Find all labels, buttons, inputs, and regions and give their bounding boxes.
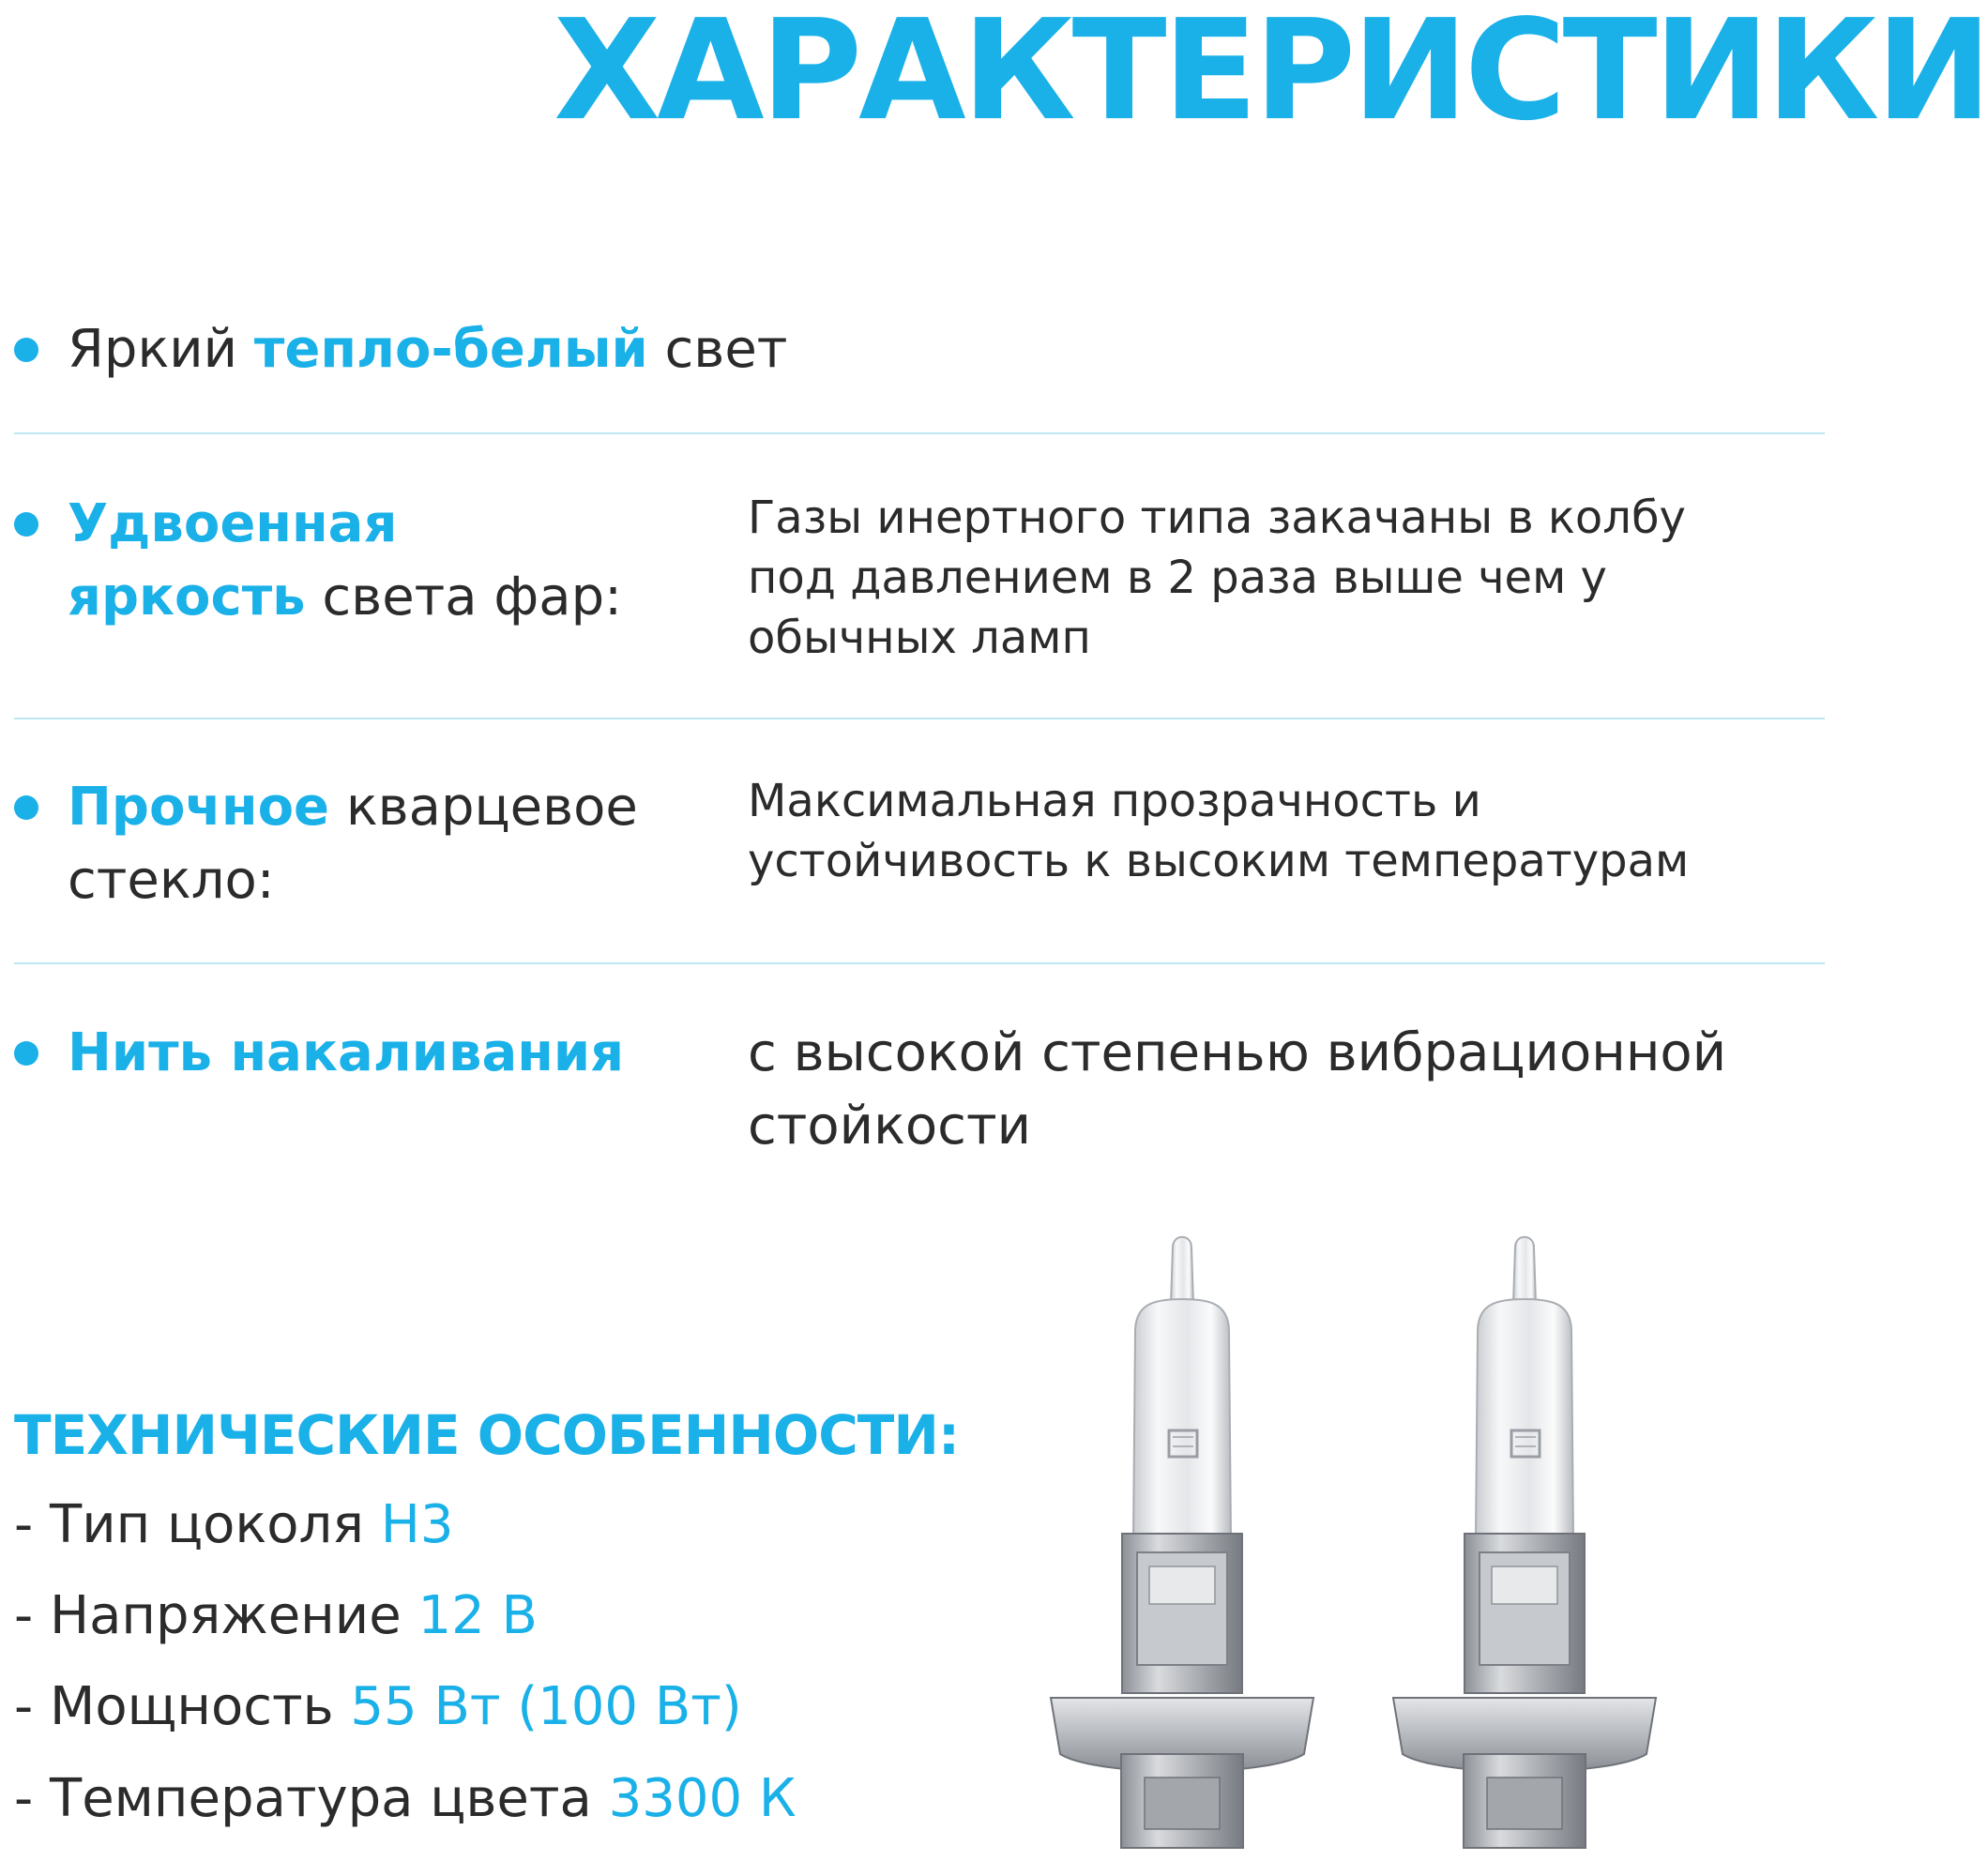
page-title: ХАРАКТЕРИСТИКИ: [554, 0, 1988, 151]
feature-text: света фар:: [305, 567, 622, 628]
feature-highlight: Удвоенная яркость: [68, 493, 398, 628]
spec-value: 3300 К: [608, 1768, 797, 1829]
feature-double-brightness: [68, 488, 649, 634]
bullet-icon: [14, 512, 38, 537]
spec-color-temp: [14, 1762, 797, 1837]
feature-description: с высокой степенью вибрационной стойкости: [748, 1022, 1727, 1157]
bulbs-image: [1032, 1229, 1773, 1867]
feature-text: кварцевое стекло:: [68, 777, 638, 911]
spec-label: - Температура цвета: [14, 1768, 609, 1829]
spec-voltage: [14, 1579, 538, 1654]
spec-power: [14, 1670, 742, 1745]
feature-description: Максимальная прозрачность и устойчивость к высоким температурам: [748, 775, 1690, 887]
feature-text: свет: [647, 319, 788, 380]
feature-filament: [68, 1017, 724, 1090]
bullet-icon: [14, 1041, 38, 1066]
bullet-icon: [14, 795, 38, 820]
bullet-icon: [14, 338, 38, 362]
divider: [14, 718, 1825, 719]
feature-quartz-glass: [68, 771, 668, 917]
spec-value: H3: [380, 1494, 454, 1555]
spec-label: - Мощность: [14, 1676, 351, 1737]
divider: [14, 962, 1825, 964]
divider: [14, 432, 1825, 434]
spec-value: 55 Вт (100 Вт): [350, 1676, 742, 1737]
feature-highlight: Нить накаливания: [68, 1022, 625, 1083]
feature-highlight: Прочное: [68, 777, 330, 838]
feature-description: Газы инертного типа закачаны в колбу под давлением в 2 раза выше чем у обычных ламп: [748, 492, 1686, 664]
spec-socket: [14, 1488, 454, 1563]
feature-text: Яркий: [68, 319, 254, 380]
feature-highlight: тепло-белый: [253, 319, 648, 380]
feature-warm-white: [68, 313, 912, 386]
tech-heading: ТЕХНИЧЕСКИЕ ОСОБЕННОСТИ:: [14, 1403, 960, 1467]
spec-label: - Тип цоколя: [14, 1494, 381, 1555]
spec-value: 12 В: [417, 1585, 538, 1646]
spec-label: - Напряжение: [14, 1585, 418, 1646]
